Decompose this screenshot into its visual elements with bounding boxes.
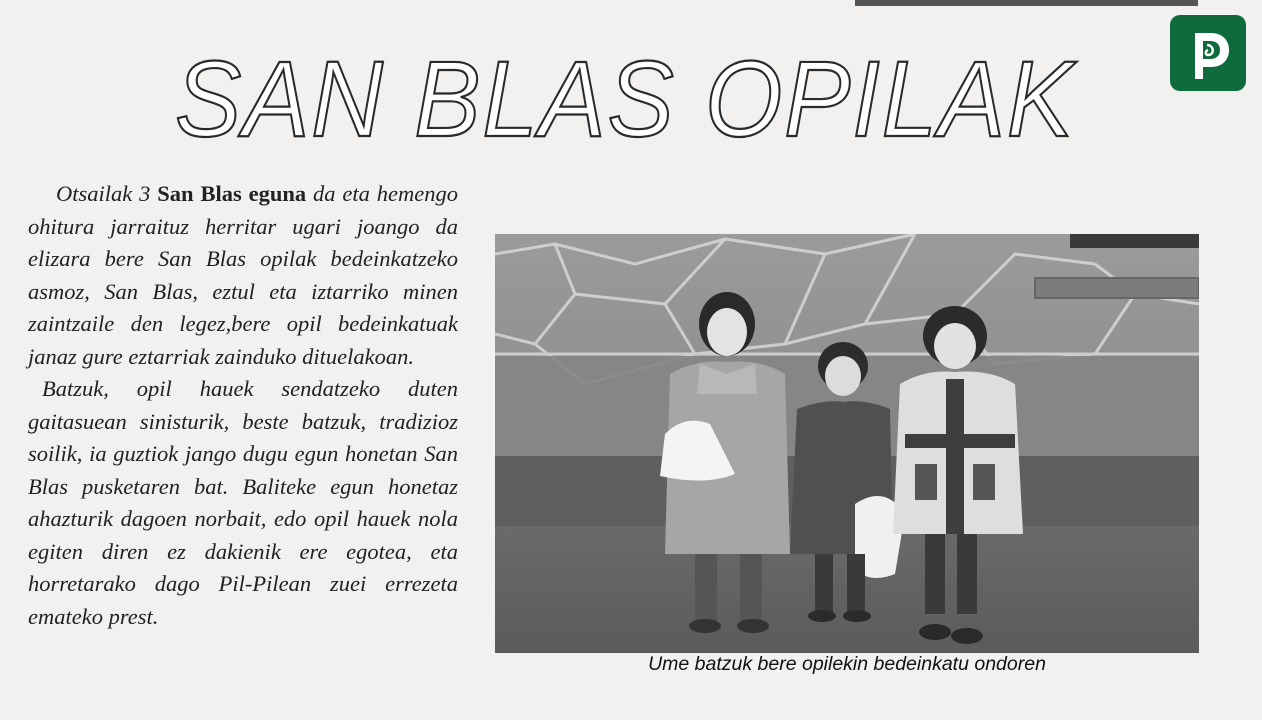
page-title-text: SAN BLAS OPILAK — [175, 38, 1077, 159]
article-paragraph-1 — [28, 178, 458, 373]
p-logo-icon — [1181, 23, 1235, 83]
photo-caption: Ume batzuk bere opilekin bedeinkatu ondoren — [648, 653, 1046, 675]
page-title — [160, 30, 1090, 160]
top-decorative-bar — [855, 0, 1198, 6]
article-paragraph-2: Batzuk, opil hauek sendatzeko duten gaitasuean sinisturik, beste batzuk, tradizioz soilik, ia guztiok jango dugu egun honetan San Blas pusketaren bat. Baliteke egun honetaz ahazturik dagoen norbait, edo opil hauek nola egiten diren ez dakienik ere egotea, eta horretarako dago Pil-Pilean zuei errezeta emateko prest. — [28, 376, 458, 629]
paragraph-1-lead: Otsailak 3 — [56, 181, 158, 206]
paragraph-1-emphasis: San Blas eguna — [157, 181, 307, 206]
children-photo — [495, 234, 1199, 653]
article-body — [28, 178, 458, 633]
paragraph-1-rest: da eta hemengo ohitura jarraituz herritar ugari joango da elizara bere San Blas opilak bedeinkatzeko asmoz, San Blas, eztul eta iztarriko minen zaintzaile den legez,bere opil bedeinkatuak janaz gure eztarriak zainduko dituelakoan. — [28, 181, 458, 369]
channel-logo — [1170, 15, 1246, 91]
